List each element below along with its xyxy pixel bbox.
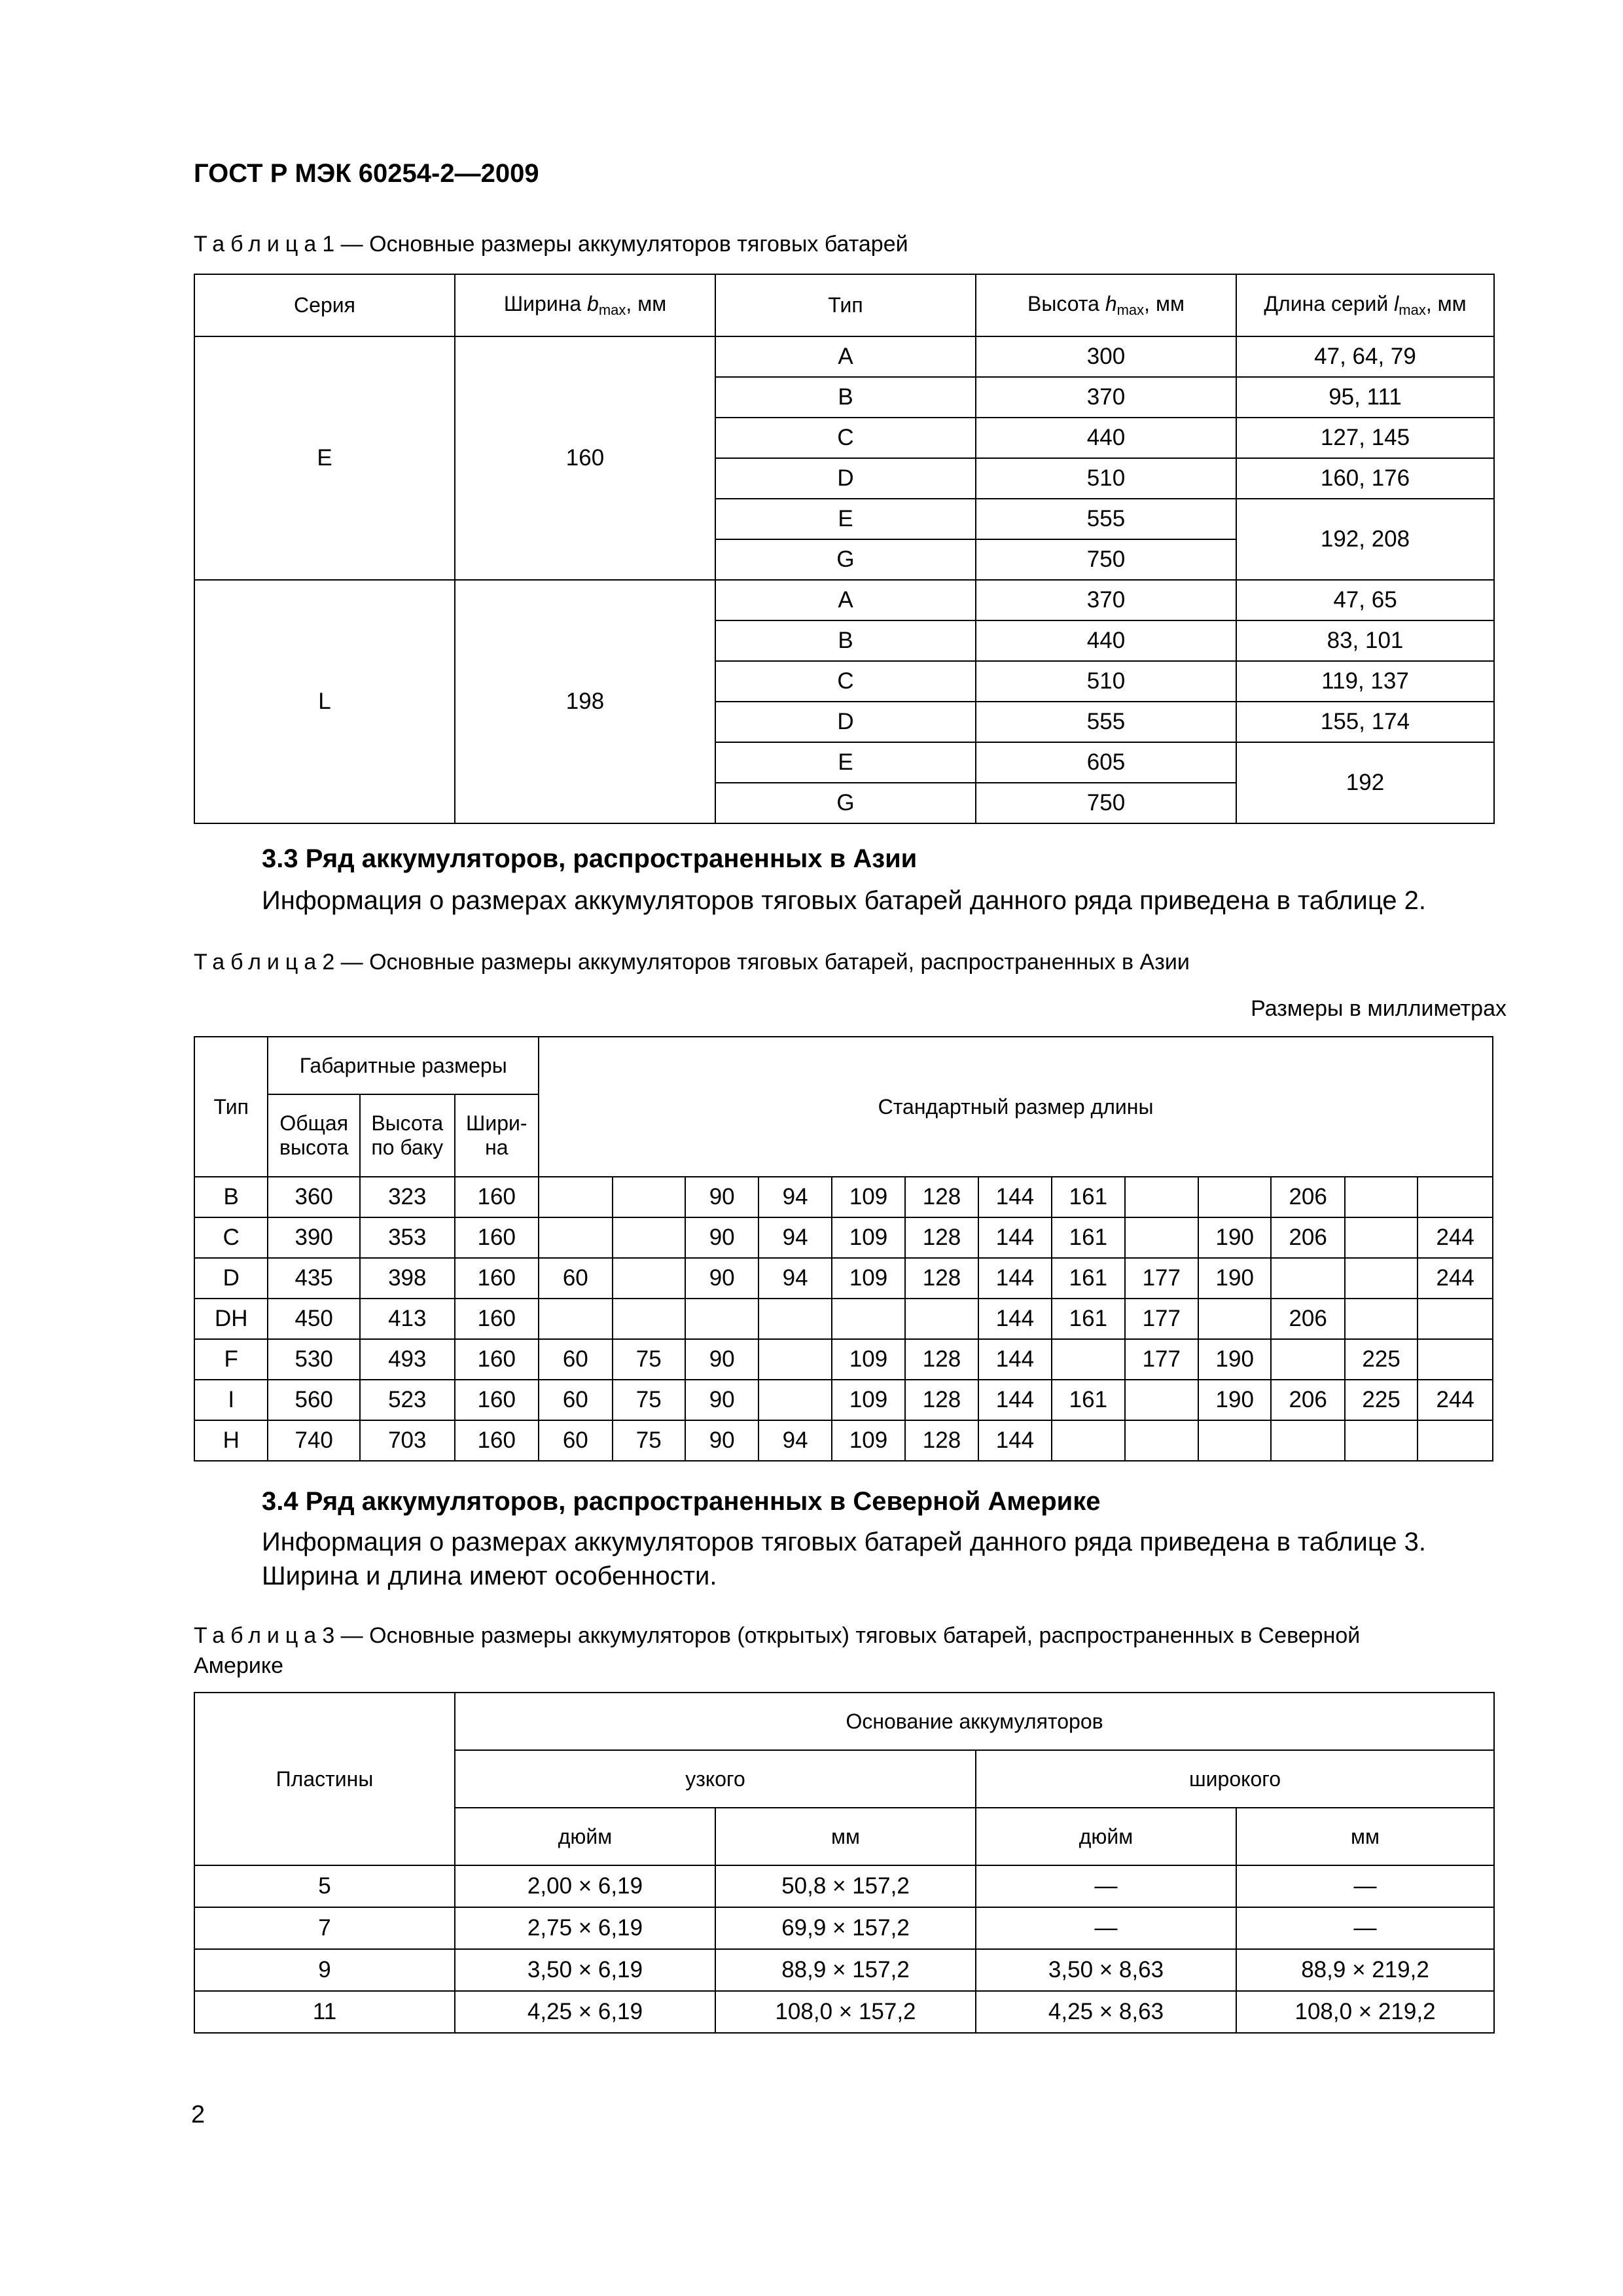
- table2-cell: [1271, 1258, 1344, 1299]
- table1-series-cell: L: [194, 580, 455, 823]
- table2-header-width: Шири- на: [455, 1094, 539, 1177]
- table-row: [194, 1339, 1493, 1380]
- table3: [194, 1692, 1495, 2034]
- table2-cell: 435: [268, 1258, 360, 1299]
- table1-height-cell: 510: [976, 661, 1236, 702]
- table2-cell: 450: [268, 1299, 360, 1339]
- table2-cell: 128: [905, 1258, 978, 1299]
- table2-cell: [1345, 1258, 1418, 1299]
- table-row: [194, 1380, 1493, 1420]
- table1-height-cell: 555: [976, 499, 1236, 539]
- table3-cell: 69,9 × 157,2: [715, 1907, 976, 1949]
- table1-height-cell: 370: [976, 580, 1236, 620]
- table1-type-cell: A: [715, 336, 976, 377]
- table1-type-cell: C: [715, 661, 976, 702]
- table2-cell: 390: [268, 1217, 360, 1258]
- table2-cell: [1125, 1380, 1198, 1420]
- table3-cell: 2,75 × 6,19: [455, 1907, 715, 1949]
- table2-cell: [1198, 1420, 1271, 1461]
- table2-cell: 109: [832, 1380, 905, 1420]
- table2-cell: 109: [832, 1339, 905, 1380]
- table2-cell: 413: [360, 1299, 455, 1339]
- table1-length-cell: 127, 145: [1236, 418, 1494, 458]
- table3-header-narrow: узкого: [455, 1750, 976, 1808]
- table-row: [194, 1991, 1494, 2033]
- section-3-4-title: 3.4 Ряд аккумуляторов, распространенных в Северной Америке: [262, 1487, 1101, 1516]
- table2-cell: [1345, 1177, 1418, 1217]
- table3-cell: —: [976, 1865, 1236, 1907]
- table2-cell: 398: [360, 1258, 455, 1299]
- table2-cell: [1125, 1217, 1198, 1258]
- table2-cell: [1052, 1420, 1124, 1461]
- table2-cell: [1418, 1299, 1493, 1339]
- table2-cell: 206: [1271, 1380, 1344, 1420]
- table2-cell: 128: [905, 1177, 978, 1217]
- table1-length-cell: 160, 176: [1236, 458, 1494, 499]
- table2-cell: 225: [1345, 1339, 1418, 1380]
- table2-cell: [613, 1299, 685, 1339]
- table3-cell: 4,25 × 8,63: [976, 1991, 1236, 2033]
- table2-cell: [1198, 1299, 1271, 1339]
- table2-cell: [1418, 1420, 1493, 1461]
- table2-cell: 225: [1345, 1380, 1418, 1420]
- table2-cell: 144: [978, 1299, 1052, 1339]
- table2-units-note: Размеры в миллиметрах: [1251, 996, 1507, 1021]
- table2-type-cell: B: [194, 1177, 268, 1217]
- table2-cell: 523: [360, 1380, 455, 1420]
- table3-header-plates: Пластины: [194, 1693, 455, 1865]
- table2-cell: [1125, 1177, 1198, 1217]
- table2-type-cell: I: [194, 1380, 268, 1420]
- table1-height-cell: 750: [976, 783, 1236, 823]
- table1-series-cell: E: [194, 336, 455, 580]
- table2-cell: 60: [539, 1258, 612, 1299]
- table2-cell: 60: [539, 1380, 612, 1420]
- table2-header-row: [194, 1037, 1493, 1094]
- table2-cell: [758, 1339, 831, 1380]
- table2-header-type: Тип: [194, 1037, 268, 1177]
- table3-header-row: [194, 1693, 1494, 1750]
- table1-length-cell: 83, 101: [1236, 620, 1494, 661]
- table1-length-cell: 47, 65: [1236, 580, 1494, 620]
- table2-cell: 161: [1052, 1380, 1124, 1420]
- table1-width-cell: 160: [455, 336, 715, 580]
- table2-cell: 144: [978, 1177, 1052, 1217]
- table2-cell: [1271, 1420, 1344, 1461]
- table1-caption: [194, 229, 908, 259]
- table-row: [194, 1865, 1494, 1907]
- table2-cell: 160: [455, 1339, 539, 1380]
- table1-header-height: Высота $h_{max}$, мм: [976, 274, 1236, 336]
- table2-type-cell: D: [194, 1258, 268, 1299]
- table2-cell: 90: [685, 1177, 758, 1217]
- table3-header-wide: широкого: [976, 1750, 1494, 1808]
- table2-cell: 206: [1271, 1177, 1344, 1217]
- table2-cell: 206: [1271, 1217, 1344, 1258]
- table1-type-cell: D: [715, 458, 976, 499]
- table2-cell: [758, 1299, 831, 1339]
- table1-header-width: Ширина $b_{max}$, мм: [455, 274, 715, 336]
- table3-caption-word: Таблица: [194, 1623, 323, 1648]
- table2-cell: 109: [832, 1258, 905, 1299]
- table2-cell: 128: [905, 1380, 978, 1420]
- table3-cell: 108,0 × 157,2: [715, 1991, 976, 2033]
- table1-length-cell: 47, 64, 79: [1236, 336, 1494, 377]
- table2-cell: 90: [685, 1420, 758, 1461]
- table2-cell: [1345, 1420, 1418, 1461]
- table2-cell: 144: [978, 1258, 1052, 1299]
- table3-plates-cell: 7: [194, 1907, 455, 1949]
- table2-cell: 177: [1125, 1299, 1198, 1339]
- table2-cell: 160: [455, 1420, 539, 1461]
- table2-cell: 128: [905, 1339, 978, 1380]
- table2-cell: [613, 1258, 685, 1299]
- table2-type-cell: H: [194, 1420, 268, 1461]
- table2-cell: 740: [268, 1420, 360, 1461]
- table2-header-overall: Габаритные размеры: [268, 1037, 539, 1094]
- table-row: [194, 336, 1494, 377]
- table2-cell: 94: [758, 1217, 831, 1258]
- table3-header-base: Основание аккумуляторов: [455, 1693, 1494, 1750]
- table1-height-cell: 440: [976, 620, 1236, 661]
- table1-type-cell: A: [715, 580, 976, 620]
- table2-type-cell: F: [194, 1339, 268, 1380]
- table2-cell: 161: [1052, 1258, 1124, 1299]
- table1-header-length: Длина серий $l_{max}$, мм: [1236, 274, 1494, 336]
- table2-cell: 160: [455, 1380, 539, 1420]
- table1-height-cell: 440: [976, 418, 1236, 458]
- table1-caption-number: 1: [322, 232, 335, 257]
- table3-header-mm-wide: мм: [1236, 1808, 1494, 1865]
- table2-cell: 90: [685, 1258, 758, 1299]
- table2-cell: 94: [758, 1420, 831, 1461]
- table3-plates-cell: 9: [194, 1949, 455, 1991]
- table2-cell: 144: [978, 1217, 1052, 1258]
- table2-cell: 144: [978, 1420, 1052, 1461]
- table2-caption-word: Таблица: [194, 950, 323, 975]
- table2-cell: [1052, 1339, 1124, 1380]
- table1-length-cell: 192, 208: [1236, 499, 1494, 580]
- table3-plates-cell: 5: [194, 1865, 455, 1907]
- table1-type-cell: B: [715, 377, 976, 418]
- table-row: [194, 1420, 1493, 1461]
- table3-header-inch-wide: дюйм: [976, 1808, 1236, 1865]
- table2-cell: 244: [1418, 1380, 1493, 1420]
- table1-caption-word: Таблица: [194, 232, 323, 257]
- table2-cell: 60: [539, 1339, 612, 1380]
- table2-cell: 161: [1052, 1217, 1124, 1258]
- section-3-4-paragraph-1: Информация о размерах аккумуляторов тяговых батарей данного ряда приведена в таблице 3.: [262, 1528, 1427, 1556]
- table3-caption-title-2: Америке: [194, 1653, 284, 1678]
- table2-cell: 75: [613, 1339, 685, 1380]
- table-row: [194, 1299, 1493, 1339]
- table2-cell: [539, 1299, 612, 1339]
- table3-cell: —: [1236, 1865, 1494, 1907]
- table2-cell: 244: [1418, 1217, 1493, 1258]
- table2-caption-number: 2: [322, 950, 335, 975]
- table2-cell: [1125, 1420, 1198, 1461]
- table2-cell: [758, 1380, 831, 1420]
- table2-cell: [613, 1217, 685, 1258]
- table-row: [194, 1217, 1493, 1258]
- table-row: [194, 1177, 1493, 1217]
- table2-cell: 206: [1271, 1299, 1344, 1339]
- table2-cell: [1418, 1339, 1493, 1380]
- table2-cell: 109: [832, 1177, 905, 1217]
- section-3-3-paragraph: Информация о размерах аккумуляторов тяговых батарей данного ряда приведена в таблице 2.: [262, 886, 1427, 915]
- table2-cell: 160: [455, 1217, 539, 1258]
- table2-cell: [685, 1299, 758, 1339]
- table2-cell: [832, 1299, 905, 1339]
- table2-cell: [1198, 1177, 1271, 1217]
- table-row: [194, 1949, 1494, 1991]
- table2-type-cell: DH: [194, 1299, 268, 1339]
- table1-width-cell: 198: [455, 580, 715, 823]
- table3-caption: [194, 1621, 1496, 1681]
- table2-caption: [194, 947, 1190, 977]
- table2-cell: 703: [360, 1420, 455, 1461]
- table3-cell: 108,0 × 219,2: [1236, 1991, 1494, 2033]
- page-number: 2: [191, 2101, 205, 2128]
- table3-cell: 50,8 × 157,2: [715, 1865, 976, 1907]
- table3-header-inch-narrow: дюйм: [455, 1808, 715, 1865]
- table3-plates-cell: 11: [194, 1991, 455, 2033]
- standard-header: ГОСТ Р МЭК 60254-2—2009: [194, 159, 539, 188]
- table1-type-cell: E: [715, 499, 976, 539]
- table2-cell: 161: [1052, 1177, 1124, 1217]
- table1-type-cell: G: [715, 783, 976, 823]
- table2-cell: [1418, 1177, 1493, 1217]
- section-3-3-title: 3.3 Ряд аккумуляторов, распространенных в Азии: [262, 844, 918, 873]
- table1-caption-title: — Основные размеры аккумуляторов тяговых батарей: [334, 232, 908, 257]
- table2-cell: 244: [1418, 1258, 1493, 1299]
- table1: [194, 274, 1495, 824]
- table1-header-row: [194, 274, 1494, 336]
- table3-cell: 3,50 × 6,19: [455, 1949, 715, 1991]
- table2-cell: [539, 1177, 612, 1217]
- table2-cell: [539, 1217, 612, 1258]
- table1-type-cell: E: [715, 742, 976, 783]
- table3-caption-number: 3: [322, 1623, 335, 1648]
- table-row: [194, 1907, 1494, 1949]
- table3-cell: 4,25 × 6,19: [455, 1991, 715, 2033]
- table2-cell: 90: [685, 1380, 758, 1420]
- table3-cell: 88,9 × 219,2: [1236, 1949, 1494, 1991]
- table2-cell: 75: [613, 1420, 685, 1461]
- table2-cell: 75: [613, 1380, 685, 1420]
- table2-cell: 94: [758, 1258, 831, 1299]
- table2-cell: 160: [455, 1299, 539, 1339]
- table3-cell: —: [976, 1907, 1236, 1949]
- table1-height-cell: 605: [976, 742, 1236, 783]
- table2-cell: [613, 1177, 685, 1217]
- table-row: [194, 1258, 1493, 1299]
- table3-cell: 88,9 × 157,2: [715, 1949, 976, 1991]
- table1-height-cell: 510: [976, 458, 1236, 499]
- table1-type-cell: B: [715, 620, 976, 661]
- table2-cell: 323: [360, 1177, 455, 1217]
- table2-cell: 190: [1198, 1380, 1271, 1420]
- table2-cell: 190: [1198, 1217, 1271, 1258]
- table2-cell: 60: [539, 1420, 612, 1461]
- table2-cell: 161: [1052, 1299, 1124, 1339]
- table1-type-cell: G: [715, 539, 976, 580]
- table3-cell: 3,50 × 8,63: [976, 1949, 1236, 1991]
- table3-cell: —: [1236, 1907, 1494, 1949]
- table2-cell: 353: [360, 1217, 455, 1258]
- table2-cell: 177: [1125, 1339, 1198, 1380]
- table2-cell: 109: [832, 1420, 905, 1461]
- table2-cell: 493: [360, 1339, 455, 1380]
- table1-length-cell: 95, 111: [1236, 377, 1494, 418]
- table2-cell: 530: [268, 1339, 360, 1380]
- table2-cell: 128: [905, 1217, 978, 1258]
- table2-cell: 90: [685, 1217, 758, 1258]
- table-row: [194, 580, 1494, 620]
- table2-cell: [1345, 1217, 1418, 1258]
- table2-cell: [1271, 1339, 1344, 1380]
- table2-header-tank-height: Высота по баку: [360, 1094, 455, 1177]
- table1-length-cell: 192: [1236, 742, 1494, 823]
- table3-cell: 2,00 × 6,19: [455, 1865, 715, 1907]
- table2-cell: 90: [685, 1339, 758, 1380]
- table2-cell: [1345, 1299, 1418, 1339]
- table2-cell: [905, 1299, 978, 1339]
- table2-cell: 94: [758, 1177, 831, 1217]
- table1-type-cell: C: [715, 418, 976, 458]
- table1-height-cell: 370: [976, 377, 1236, 418]
- table1-length-cell: 155, 174: [1236, 702, 1494, 742]
- table2-cell: 177: [1125, 1258, 1198, 1299]
- table3-header-mm-narrow: мм: [715, 1808, 976, 1865]
- table1-length-cell: 119, 137: [1236, 661, 1494, 702]
- section-3-4-paragraph-2: Ширина и длина имеют особенности.: [262, 1562, 717, 1590]
- table1-height-cell: 555: [976, 702, 1236, 742]
- table2-cell: 360: [268, 1177, 360, 1217]
- table2-cell: 128: [905, 1420, 978, 1461]
- table2-type-cell: C: [194, 1217, 268, 1258]
- table1-type-cell: D: [715, 702, 976, 742]
- table2-cell: 144: [978, 1339, 1052, 1380]
- table1-height-cell: 750: [976, 539, 1236, 580]
- table2-cell: 109: [832, 1217, 905, 1258]
- table2-caption-title: — Основные размеры аккумуляторов тяговых батарей, распространенных в Азии: [334, 950, 1190, 975]
- table1-header-series: Серия: [194, 274, 455, 336]
- table3-caption-title-1: — Основные размеры аккумуляторов (открытых) тяговых батарей, распространенных в Северной: [334, 1623, 1361, 1648]
- table2-header-standard-length: Стандартный размер длины: [539, 1037, 1493, 1177]
- table2-cell: 160: [455, 1258, 539, 1299]
- table1-height-cell: 300: [976, 336, 1236, 377]
- table2-cell: 190: [1198, 1339, 1271, 1380]
- table2-header-total-height: Общая высота: [268, 1094, 360, 1177]
- table2-cell: 160: [455, 1177, 539, 1217]
- table2-cell: 560: [268, 1380, 360, 1420]
- table1-header-type: Тип: [715, 274, 976, 336]
- table2-cell: 144: [978, 1380, 1052, 1420]
- table2: [194, 1036, 1493, 1462]
- table2-cell: 190: [1198, 1258, 1271, 1299]
